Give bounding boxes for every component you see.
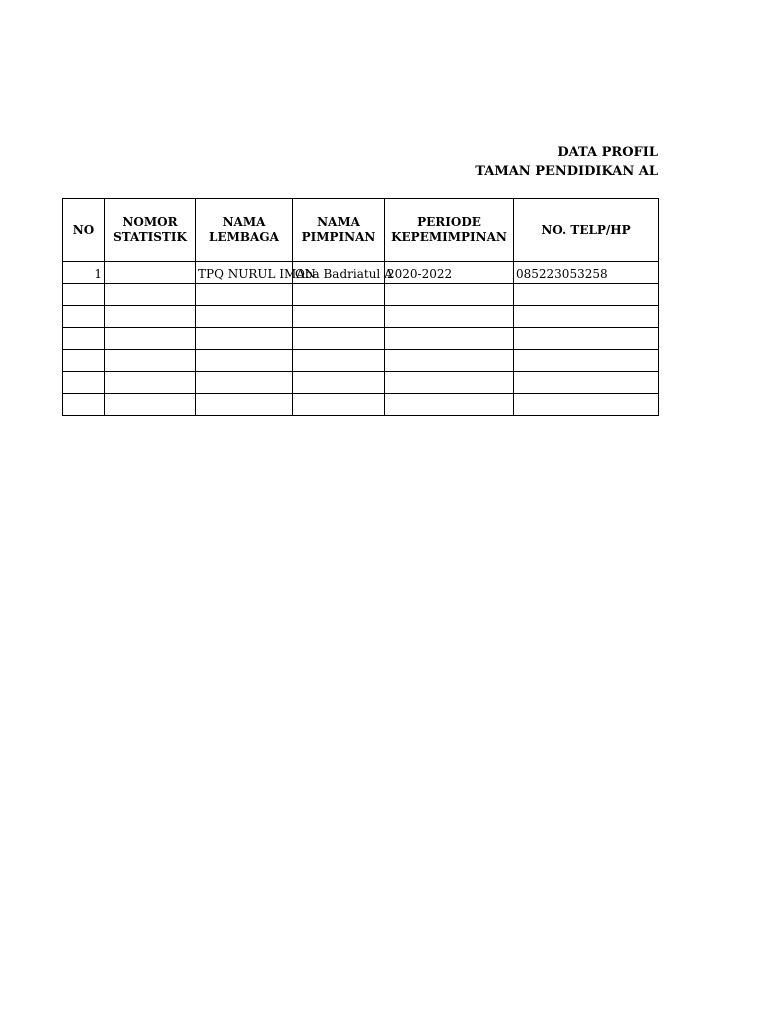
table-row [63, 372, 659, 394]
cell-periode [385, 394, 514, 416]
header-no [63, 199, 105, 262]
header-nomor-statistik-line-1: NOMOR [122, 215, 178, 229]
title-line-2: TAMAN PENDIDIKAN AL [475, 164, 658, 179]
cell-telp [514, 328, 659, 350]
cell-telp [514, 350, 659, 372]
cell-periode [385, 284, 514, 306]
cell-periode [385, 350, 514, 372]
cell-nomor-statistik [105, 372, 196, 394]
cell-nomor-statistik [105, 394, 196, 416]
cell-nomor-statistik [105, 306, 196, 328]
cell-nama-lembaga [196, 394, 293, 416]
table-row [63, 284, 659, 306]
table-row [63, 262, 659, 284]
header-nama-pimpinan [293, 199, 385, 262]
table-row [63, 350, 659, 372]
header-nama-pimpinan-line-1: NAMA [317, 215, 360, 229]
cell-telp [514, 372, 659, 394]
table-row [63, 328, 659, 350]
header-no-telp-hp-line-1: NO. TELP/HP [541, 222, 631, 237]
cell-periode [385, 328, 514, 350]
cell-nomor-statistik [105, 284, 196, 306]
table-row [63, 306, 659, 328]
cell-nama-pimpinan [293, 306, 385, 328]
cell-periode: 2020-2022 [385, 262, 514, 284]
cell-nama-pimpinan: Oba Badriatul A [293, 262, 385, 284]
cell-nama-lembaga: TPQ NURUL IMAN [196, 262, 293, 284]
table-row [63, 394, 659, 416]
cell-nama-pimpinan [293, 328, 385, 350]
header-nomor-statistik-line-2: STATISTIK [113, 230, 187, 244]
header-row [63, 199, 659, 262]
cell-periode [385, 306, 514, 328]
header-nomor-statistik [105, 199, 196, 262]
cell-nama-lembaga [196, 284, 293, 306]
cell-no [63, 394, 105, 416]
cell-nama-pimpinan [293, 350, 385, 372]
cell-telp [514, 306, 659, 328]
cell-nomor-statistik [105, 328, 196, 350]
header-periode-kepemimpinan-line-2: KEPEMIMPINAN [391, 230, 507, 244]
header-nama-lembaga-line-2: LEMBAGA [209, 230, 279, 244]
title-line-1: DATA PROFIL [557, 145, 658, 160]
header-periode-kepemimpinan-line-1: PERIODE [417, 215, 481, 229]
cell-nama-lembaga [196, 328, 293, 350]
header-nama-lembaga [196, 199, 293, 262]
cell-nama-lembaga [196, 372, 293, 394]
cell-no [63, 284, 105, 306]
cell-periode [385, 372, 514, 394]
cell-no [63, 328, 105, 350]
cell-nama-pimpinan [293, 394, 385, 416]
cell-nomor-statistik [105, 350, 196, 372]
header-nama-pimpinan-line-2: PIMPINAN [301, 230, 376, 244]
profile-table [62, 198, 659, 416]
cell-nomor-statistik [105, 262, 196, 284]
cell-telp [514, 284, 659, 306]
cell-nama-lembaga [196, 306, 293, 328]
header-periode-kepemimpinan [385, 199, 514, 262]
cell-no [63, 306, 105, 328]
header-nama-lembaga-line-1: NAMA [222, 215, 266, 229]
cell-telp: 085223053258 [514, 262, 659, 284]
cell-nama-pimpinan [293, 372, 385, 394]
cell-no [63, 350, 105, 372]
header-no-telp-hp [514, 199, 659, 262]
cell-no: 1 [63, 262, 105, 284]
cell-nama-pimpinan [293, 284, 385, 306]
cell-telp [514, 394, 659, 416]
cell-nama-lembaga [196, 350, 293, 372]
cell-no [63, 372, 105, 394]
header-no-line-1: NO [72, 222, 95, 237]
